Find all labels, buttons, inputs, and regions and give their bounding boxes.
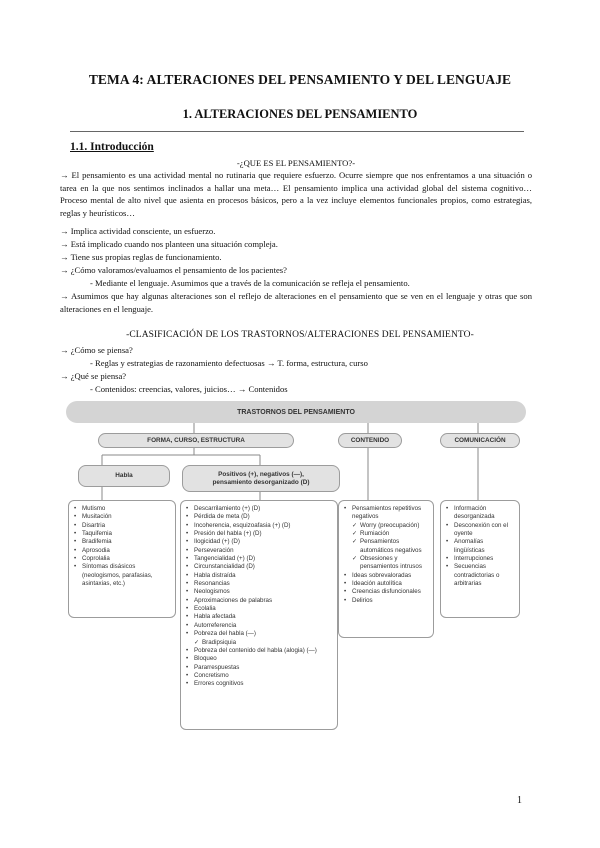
list-item: • Pérdida de meta (D) bbox=[186, 513, 333, 521]
list-item: • Desconexión con el oyente bbox=[446, 522, 515, 539]
category-forma: FORMA, CURSO, ESTRUCTURA bbox=[98, 433, 294, 448]
subcategory-positivos bbox=[182, 465, 340, 492]
list-item: • Ideas sobrevaloradas bbox=[344, 572, 429, 580]
list-item: • Bloqueo bbox=[186, 655, 333, 663]
list-item: • Interrupciones bbox=[446, 555, 515, 563]
intro-paragraph: → El pensamiento es una actividad mental no rutinaria que requiere esfuerzo. Ocurre siempre que nos enfrentamos a una situación o tarea en la que nos sentimos inclinados a hallar una meta… El pensamiento implica una actividad global del sistema cognitivo… Proceso mental de alto nivel que asienta en procesos básicos, pero a la vez incluye elementos funcionales propios, como estrategias, reglas y heurísticos… bbox=[60, 170, 532, 218]
list-subitem: ✓ Bradipsiquia bbox=[186, 639, 333, 647]
list-item: • Pensamientos repetitivos negativos bbox=[344, 505, 429, 522]
comunicacion-box bbox=[440, 500, 520, 618]
intro-bullet: → Tiene sus propias reglas de funcionamiento. bbox=[60, 252, 222, 262]
list-item: • Síntomas disásicos (neologismos, parafasias, asintaxias, etc.) bbox=[74, 563, 171, 588]
list-item: • Circunstancialidad (D) bbox=[186, 563, 333, 571]
positivos-box bbox=[180, 500, 338, 730]
intro-bullet: → Implica actividad consciente, un esfuerzo. bbox=[60, 226, 216, 236]
list-item: • Delirios bbox=[344, 597, 429, 605]
list-item: • Bradifemia bbox=[74, 538, 171, 546]
subcategory-habla: Habla bbox=[78, 465, 170, 487]
subsection-heading: 1.1. Introducción bbox=[70, 141, 154, 153]
list-item: • Habla distraída bbox=[186, 572, 333, 580]
habla-box bbox=[68, 500, 176, 618]
section-title: 1. ALTERACIONES DEL PENSAMIENTO bbox=[182, 107, 418, 121]
list-subitem: ✓ Pensamientos automáticos negativos bbox=[344, 538, 429, 555]
list-item: • Secuencias contradictorias o arbitrarias bbox=[446, 563, 515, 588]
list-item: • Incoherencia, esquizoafasia (+) (D) bbox=[186, 522, 333, 530]
class-sub-bullet: - Reglas y estrategias de razonamiento defectuosas → T. forma, estructura, curso bbox=[90, 358, 368, 368]
page-number: 1 bbox=[517, 795, 522, 806]
list-item: • Pobreza del contenido del habla (alogia) (—) bbox=[186, 647, 333, 655]
list-item: • Tangencialidad (+) (D) bbox=[186, 555, 333, 563]
list-item: • Concretismo bbox=[186, 672, 333, 680]
list-item: • Descarrilamiento (+) (D) bbox=[186, 505, 333, 513]
list-item: • Perseveración bbox=[186, 547, 333, 555]
list-item: • Coprolalia bbox=[74, 555, 171, 563]
subcategory-positivos-line2: pensamiento desorganizado (D) bbox=[212, 478, 310, 486]
list-item: • Presión del habla (+) (D) bbox=[186, 530, 333, 538]
class-question: → ¿Qué se piensa? bbox=[60, 371, 127, 381]
category-contenido: CONTENIDO bbox=[338, 433, 402, 448]
diagram-root: TRASTORNOS DEL PENSAMIENTO bbox=[66, 401, 526, 423]
category-comunicacion: COMUNICACIÓN bbox=[440, 433, 520, 448]
class-question: → ¿Cómo se piensa? bbox=[60, 345, 133, 355]
list-item: • Aprosodia bbox=[74, 547, 171, 555]
list-item: • Habla afectada bbox=[186, 613, 333, 621]
classification-title: -CLASIFICACIÓN DE LOS TRASTORNOS/ALTERACIONES DEL PENSAMIENTO- bbox=[126, 330, 474, 340]
list-subitem: ✓ Worry (preocupación) bbox=[344, 522, 429, 530]
list-item: • Información desorganizada bbox=[446, 505, 515, 522]
list-item: • Resonancias bbox=[186, 580, 333, 588]
class-sub-bullet: - Contenidos: creencias, valores, juicios… → Contenidos bbox=[90, 384, 288, 394]
intro-bullet: → Asumimos que hay algunas alteraciones son el reflejo de alteraciones en el pensamiento que se ven en el lenguaje y otras que son alteraciones en el lenguaje. bbox=[60, 291, 532, 314]
list-item: • Mutismo bbox=[74, 505, 171, 513]
list-item: • Pararrespuestas bbox=[186, 664, 333, 672]
list-item: • Pobreza del habla (—) bbox=[186, 630, 333, 638]
list-item: • Neologismos bbox=[186, 588, 333, 596]
list-item: • Errores cognitivos bbox=[186, 680, 333, 688]
list-item: • Taquifemia bbox=[74, 530, 171, 538]
list-item: • Autorreferencia bbox=[186, 622, 333, 630]
intro-sub-bullet: - Mediante el lenguaje. Asumimos que a través de la comunicación se refleja el pensamiento. bbox=[90, 278, 410, 288]
divider bbox=[70, 131, 524, 132]
classification-diagram bbox=[64, 399, 528, 733]
list-item: • Ideación autolítica bbox=[344, 580, 429, 588]
list-subitem: ✓ Rumiación bbox=[344, 530, 429, 538]
document-title: TEMA 4: ALTERACIONES DEL PENSAMIENTO Y DEL LENGUAJE bbox=[88, 72, 512, 87]
list-item: • Aproximaciones de palabras bbox=[186, 597, 333, 605]
list-item: • Ecolalia bbox=[186, 605, 333, 613]
subcategory-positivos-line1: Positivos (+), negativos (—), bbox=[218, 470, 304, 478]
list-item: • Anomalías lingüísticas bbox=[446, 538, 515, 555]
contenido-box bbox=[338, 500, 434, 638]
list-item: • Disartria bbox=[74, 522, 171, 530]
question-heading: -¿QUE ES EL PENSAMIENTO?- bbox=[236, 158, 356, 168]
list-subitem: ✓ Obsesiones y pensamientos intrusos bbox=[344, 555, 429, 572]
intro-bullet: → ¿Cómo valoramos/evaluamos el pensamiento de los pacientes? bbox=[60, 265, 287, 275]
list-item: • Musitación bbox=[74, 513, 171, 521]
list-item: • Creencias disfuncionales bbox=[344, 588, 429, 596]
list-item: • Ilogicidad (+) (D) bbox=[186, 538, 333, 546]
intro-bullet: → Está implicado cuando nos planteen una situación compleja. bbox=[60, 239, 278, 249]
